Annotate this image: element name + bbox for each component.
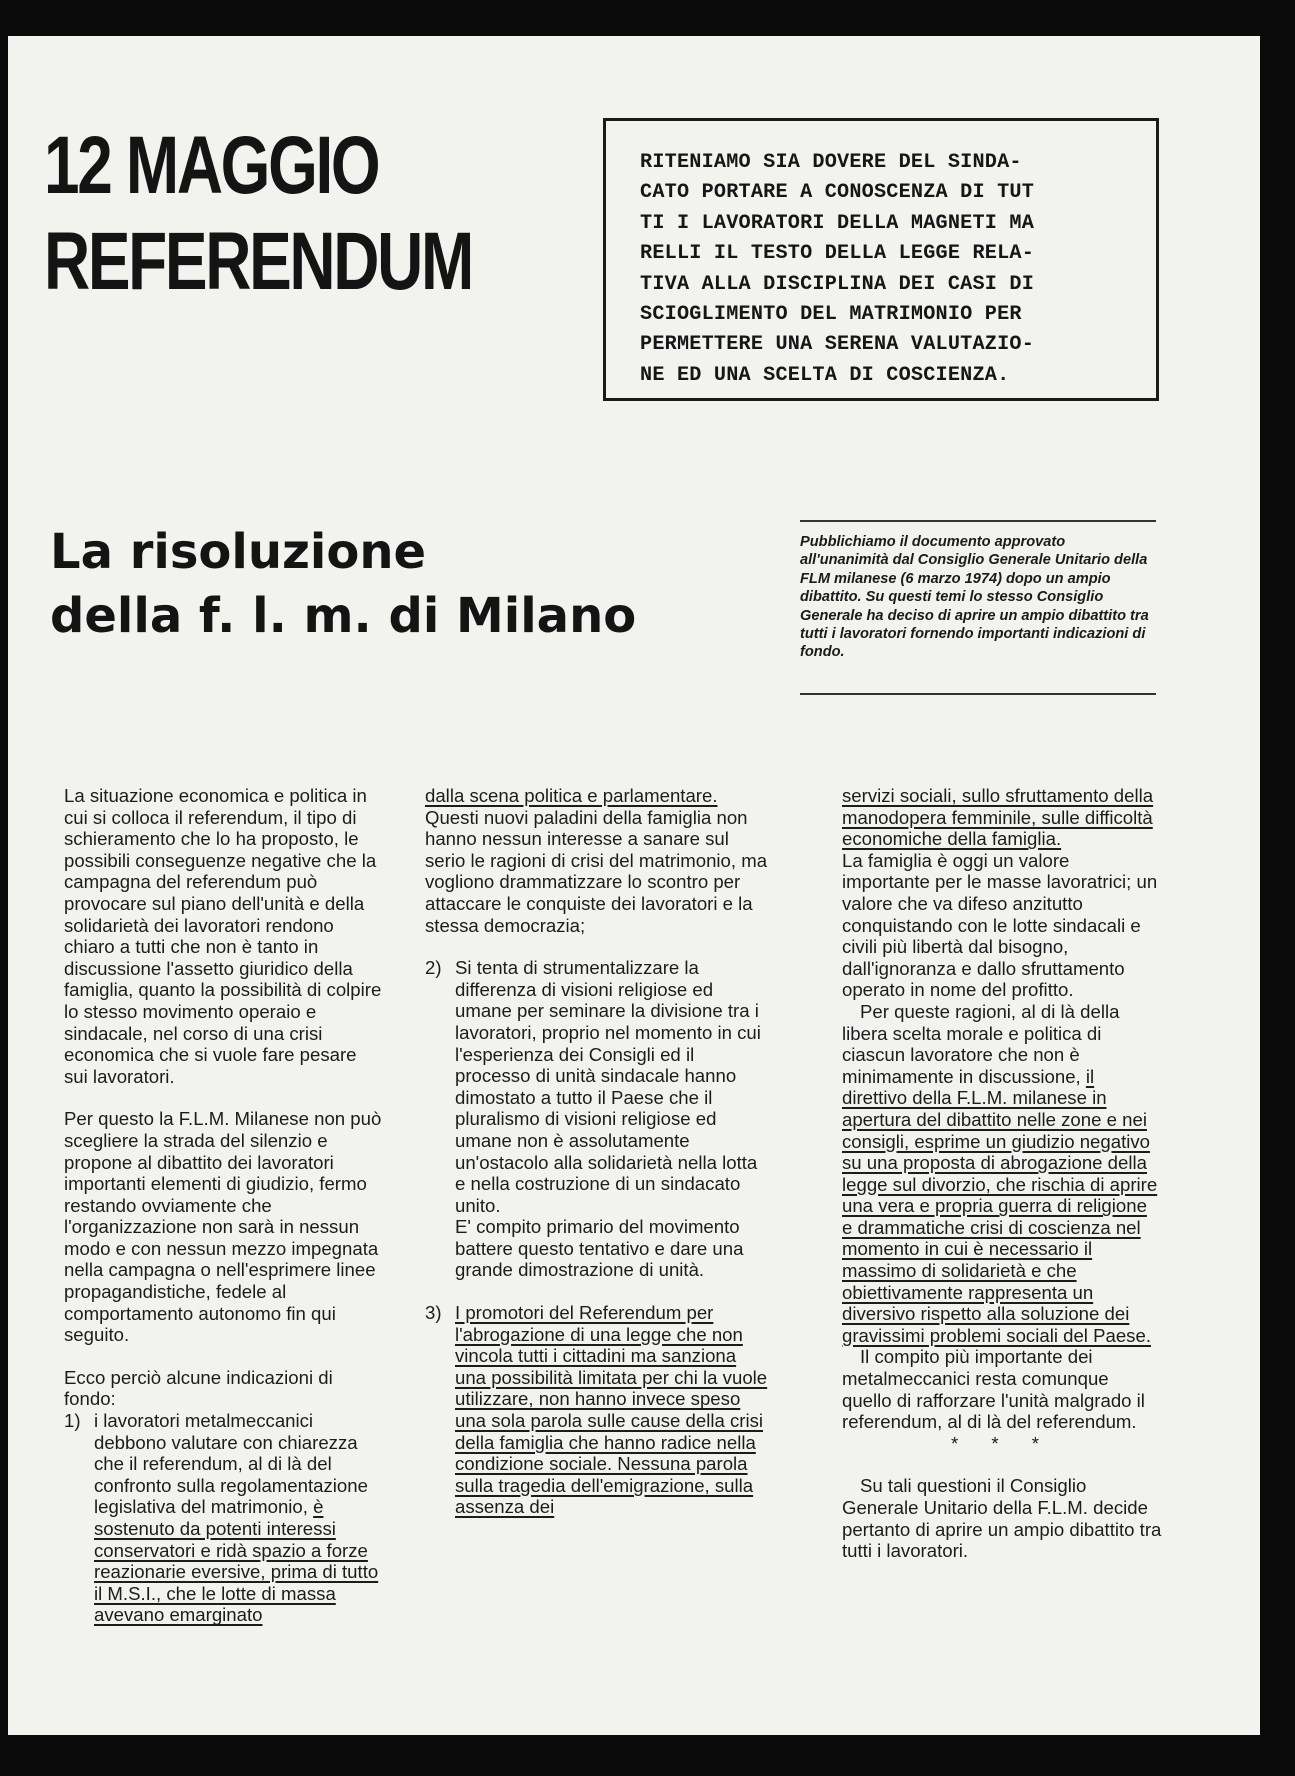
headline-line-2: REFERENDUM	[44, 216, 472, 307]
intro-note: Pubblichiamo il documento approvato all'unanimità dal Consiglio Generale Unitario della FLM milanese (6 marzo 1974) dopo un ampio dibattito. Su questi temi lo stesso Consiglio Generale ha deciso di aprire un ampio dibattito tra tutti i lavoratori fornendo importanti indicazioni di fondo.	[800, 534, 1149, 661]
paragraph: Questi nuovi paladini della famiglia non hanno nessun interesse a sanare sul serio le ragioni di crisi del matrimonio, ma vogliono drammatizzare lo scontro per attaccare le conquiste dei lavoratori e la stessa democrazia;	[425, 806, 768, 936]
column-3	[842, 785, 1162, 1583]
scan-border-bottom	[0, 1735, 1295, 1776]
intro-rule-top	[800, 520, 1156, 522]
intro-rule-bottom	[800, 693, 1156, 695]
list-number: 1)	[64, 1410, 81, 1432]
article-title	[50, 520, 690, 648]
paragraph: La situazione economica e politica in cui si colloca il referendum, il tipo di schieramento che lo ha proposto, le possibili conseguenze negative che la campagna del referendum può provocare sul piano dell'unità e della solidarietà dei lavoratori rendono chiaro a tutti che non è tanto in discussione l'assetto giuridico della famiglia, quanto la possibilità di colpire lo stesso movimento operaio e sindacale, nel corso di una crisi economica che si vuole fare pesare sui lavoratori.	[64, 785, 382, 1087]
headline	[44, 118, 472, 310]
paragraph: Ecco perciò alcune indicazioni di fondo:	[64, 1366, 333, 1410]
list-text	[94, 1410, 384, 1626]
plain-text: i lavoratori metalmeccanici debbono valutare con chiarezza che il referendum, al di là del confronto sulla regolamentazione legislativa del matrimonio,	[94, 1410, 368, 1518]
paragraph: E' compito primario del movimento battere questo tentativo e dare una grande dimostrazione di unità.	[455, 1216, 744, 1281]
headline-line-1: 12 MAGGIO	[44, 120, 379, 211]
list-item	[425, 1302, 770, 1518]
list-item	[64, 1410, 384, 1626]
scan-border-right	[1260, 0, 1295, 1776]
underlined-text: I promotori del Referendum per l'abrogazione di una legge che non vincola tutti i cittadini ma sanziona una possibilità limitata per chi la vuole utilizzare, non hanno invece speso una sola parola sulle cause della crisi della famiglia che hanno radice nella condizione sociale. Nessuna parola sulla tragedia dell'emigrazione, sulla assenza dei	[455, 1302, 768, 1518]
separator: * * *	[950, 1432, 1054, 1454]
paragraph	[842, 1001, 1162, 1347]
plain-text: Per queste ragioni, al di là della libera scelta morale e politica di ciascun lavoratore che non è minimamente in discussione,	[842, 1000, 1120, 1087]
article-title-line-2: della f. l. m. di Milano	[50, 588, 637, 644]
paragraph: La famiglia è oggi un valore importante per le masse lavoratrici; un valore che va difeso anzitutto conquistando con le lotte sindacali e civili più libertà dal bisogno, dall'ignoranza e dallo sfruttamento operato in nome del profitto.	[842, 849, 1158, 1001]
list-text: Si tenta di strumentalizzare la differenza di visioni religiose ed umane per seminare la divisione tra i lavoratori, proprio nel momento in cui l'esperienza dei Consigli ed il processo di unità sindacale hanno dimostato a tutto il Paese che il pluralismo di visioni religiose ed umane non è assolutamente un'ostacolo alla solidarietà nella lotta e nella costruzione di un sindacato unito.	[455, 957, 761, 1216]
underlined-text: dalla scena politica e parlamentare.	[425, 785, 718, 806]
paragraph: Per questo la F.L.M. Milanese non può scegliere la strada del silenzio e propone al dibattito dei lavoratori importanti elementi di giudizio, fermo restando ovviamente che l'organizzazione non sarà in nessun modo e con nessun mezzo impegnata nella campagna o nell'esprimere linee propagandistiche, fedele al comportamento autonomo fin qui seguito.	[64, 1108, 382, 1346]
column-1	[64, 785, 384, 1626]
column-2	[425, 785, 770, 1518]
paragraph: Il compito più importante dei metalmeccanici resta comunque quello di rafforzare l'unità malgrado il referendum, al di là del referendum.	[842, 1346, 1145, 1433]
boxed-note-text: RITENIAMO SIA DOVERE DEL SINDA- CATO PORTARE A CONOSCENZA DI TUT TI I LAVORATORI DELLA MAGNETI MA RELLI IL TESTO DELLA LEGGE RELA- TIVA ALLA DISCIPLINA DEI CASI DI SCIOGLIMENTO DEL MATRIMONIO PER PERMETTERE UNA SERENA VALUTAZIO- NE ED UNA SCELTA DI COSCIENZA.	[640, 151, 1035, 387]
underlined-text: è sostenuto da potenti interessi conservatori e ridà spazio a forze reazionarie eversive, prima di tutto il M.S.I., che le lotte di massa avevano emarginato	[94, 1496, 379, 1626]
article-title-line-1: La risoluzione	[50, 524, 427, 580]
list-number: 3)	[425, 1302, 442, 1324]
list-number: 2)	[425, 957, 442, 979]
list-item	[425, 957, 770, 1216]
underlined-text: servizi sociali, sullo sfruttamento della manodopera femminile, sulle difficoltà economiche della famiglia.	[842, 785, 1154, 850]
boxed-note	[603, 118, 1159, 401]
paragraph: Su tali questioni il Consiglio Generale Unitario della F.L.M. decide pertanto di aprire un ampio dibattito tra tutti i lavoratori.	[842, 1475, 1162, 1562]
underlined-text: il direttivo della F.L.M. milanese in apertura del dibattito nelle zone e nei consigli, esprime un giudizio negativo su una proposta di abrogazione della legge sul divorzio, che rischia di aprire una vera e propria guerra di religione e drammatiche crisi di coscienza nel momento in cui è necessario il massimo di solidarietà e che obiettivamente rappresenta un diversivo rispetto alla soluzione dei gravissimi problemi sociali del Paese.	[842, 1065, 1158, 1346]
